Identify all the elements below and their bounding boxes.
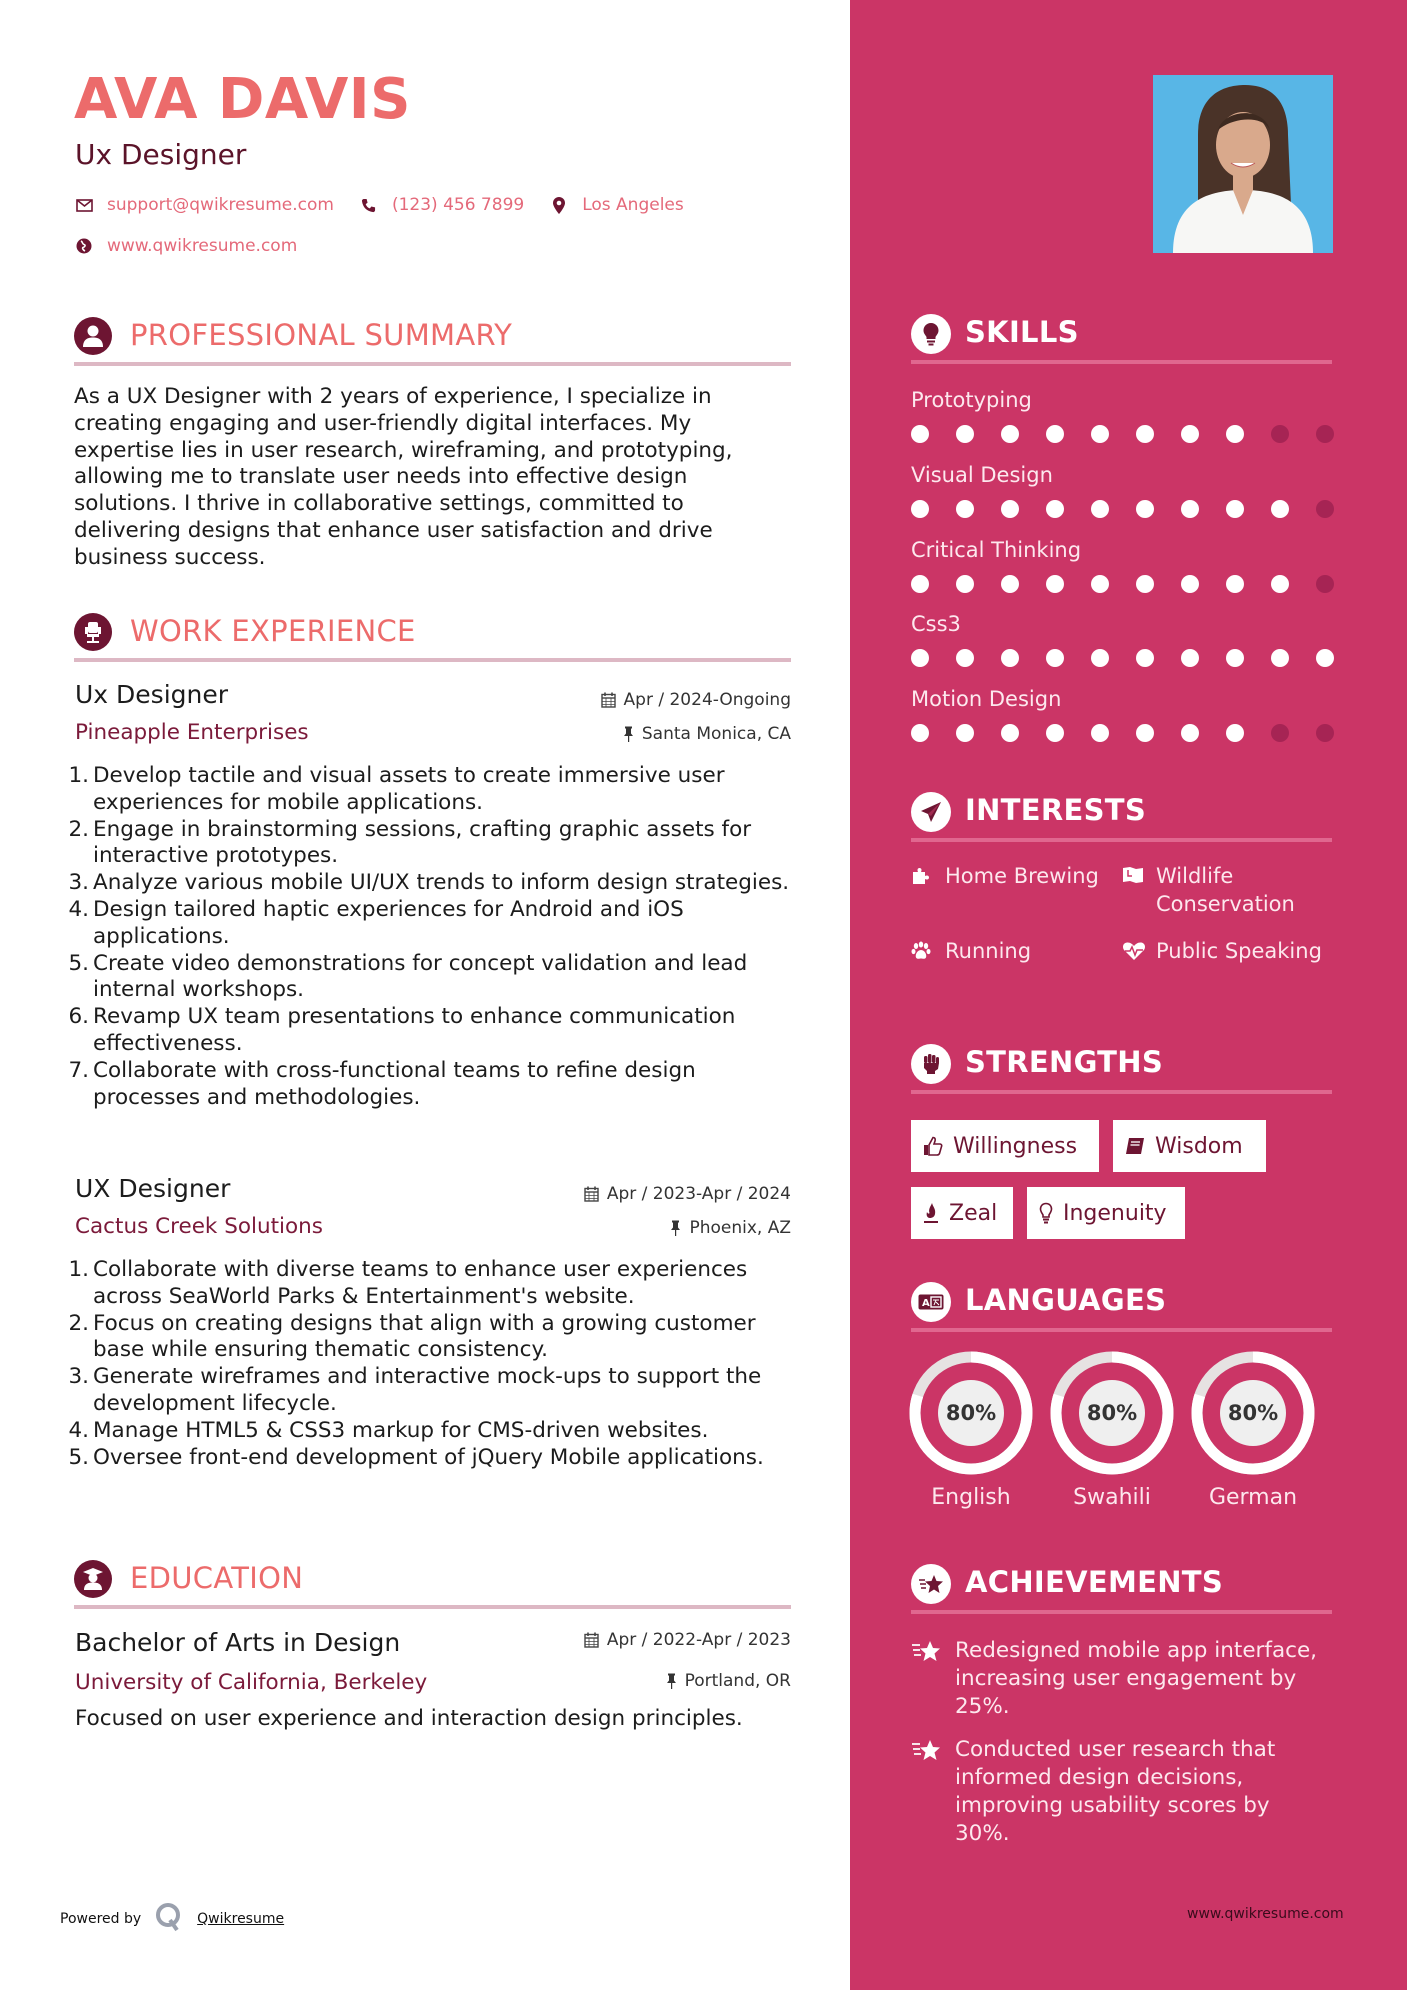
strength-label: Ingenuity [1063, 1200, 1167, 1226]
puzzle-icon [911, 862, 937, 893]
achievement-text: Redesigned mobile app interface, increasing user engagement by 25%. [955, 1638, 1318, 1719]
rating-dot-empty [1316, 500, 1334, 518]
rating-dot-filled [1046, 425, 1064, 443]
section-title: WORK EXPERIENCE [130, 614, 416, 648]
qwikresume-logo-icon [155, 1902, 183, 1936]
job-title: Ux Designer [75, 680, 229, 709]
rating-dot-filled [1046, 575, 1064, 593]
language-item [1050, 1351, 1174, 1510]
rating-dot-filled [1136, 425, 1154, 443]
rating-dot-filled [1316, 649, 1334, 667]
map-icon [1122, 862, 1148, 918]
section-title: EDUCATION [130, 1561, 304, 1595]
strength-tag [1027, 1187, 1185, 1239]
rating-dot-filled [1271, 575, 1289, 593]
bullet-item: 4. Manage HTML5 & CSS3 markup for CMS-driven websites. [68, 1417, 709, 1443]
job-location-text: Santa Monica, CA [641, 724, 791, 744]
rating-dot-filled [956, 425, 974, 443]
shooting-star-icon [911, 1736, 945, 1848]
section-title: SKILLS [965, 315, 1079, 349]
rating-dot-filled [1226, 724, 1244, 742]
rating-dot-filled [1091, 500, 1109, 518]
rating-dot-filled [1001, 425, 1019, 443]
candidate-role: Ux Designer [75, 138, 247, 171]
rating-dot-filled [1001, 575, 1019, 593]
achievement-text: Conducted user research that informed design decisions, improving usability scores by 30%. [955, 1737, 1276, 1846]
heartbeat-icon [1122, 937, 1148, 968]
skill-rating [911, 724, 1361, 742]
profile-photo [1153, 75, 1333, 253]
lightbulb-icon [911, 314, 951, 354]
language-item [909, 1351, 1033, 1510]
section-header-education [74, 1557, 791, 1609]
pushpin-icon [666, 1673, 677, 1689]
progress-ring [1191, 1351, 1315, 1475]
strength-tag [911, 1120, 1099, 1172]
language-percent: 80% [1086, 1401, 1138, 1425]
job-bullets [67, 763, 802, 1111]
language-percent: 80% [945, 1401, 997, 1425]
job-company: Cactus Creek Solutions [75, 1214, 324, 1239]
strength-label: Zeal [949, 1200, 998, 1226]
rating-dot-filled [1181, 500, 1199, 518]
job-date [601, 690, 791, 710]
bullet-item: 3. Analyze various mobile UI/UX trends to inform design strategies. [68, 870, 790, 896]
language-name: German [1208, 1485, 1298, 1510]
strength-label: Willingness [953, 1133, 1078, 1159]
strength-tag [911, 1187, 1013, 1239]
bullet-item: 4. Design tailored haptic experiences for Android and iOS applications. [68, 896, 684, 949]
calendar-icon [584, 1186, 599, 1202]
degree-title: Bachelor of Arts in Design [75, 1628, 401, 1657]
bullet-item: 6. Revamp UX team presentations to enhance communication effectiveness. [68, 1004, 736, 1056]
education-location [666, 1671, 791, 1691]
summary-text: As a UX Designer with 2 years of experience, I specialize in creating engaging and user-friendly digital interfaces. My expertise lies in user research, wireframing, and prototyping, allowing me to translate user needs into effective design solutions. I thrive in collaborative settings, committed to delivering designs that enhance user satisfaction and drive business success. [74, 384, 733, 570]
rating-dot-filled [1001, 724, 1019, 742]
education-location-text: Portland, OR [684, 1671, 791, 1691]
rating-dot-filled [956, 724, 974, 742]
globe-icon [75, 237, 93, 255]
user-icon [74, 317, 112, 355]
rating-dot-filled [956, 500, 974, 518]
job-bullets [67, 1257, 802, 1471]
section-header-strengths [911, 1042, 1332, 1094]
map-marker-icon [550, 196, 568, 214]
bullet-item: 5. Create video demonstrations for concept validation and lead internal workshops. [68, 950, 748, 1003]
rating-dot-filled [1226, 575, 1244, 593]
contact-row-website [75, 236, 323, 256]
rating-dot-filled [1181, 724, 1199, 742]
rating-dot-filled [1136, 724, 1154, 742]
job-date [584, 1184, 791, 1204]
rating-dot-filled [1136, 649, 1154, 667]
rating-dot-empty [1316, 575, 1334, 593]
location-text: Los Angeles [582, 195, 684, 215]
skill-name: Motion Design [911, 687, 1062, 711]
rating-dot-empty [1271, 724, 1289, 742]
skill-name: Critical Thinking [911, 538, 1082, 562]
calendar-icon [584, 1632, 599, 1648]
skill-rating [911, 425, 1361, 443]
rating-dot-empty [1316, 724, 1334, 742]
school-name: University of California, Berkeley [75, 1670, 428, 1695]
skill-rating [911, 500, 1361, 518]
fist-icon [911, 1044, 951, 1084]
rating-dot-filled [1091, 724, 1109, 742]
fire-icon [923, 1202, 939, 1224]
section-header-summary [74, 314, 791, 366]
rating-dot-empty [1316, 425, 1334, 443]
education-date [584, 1630, 791, 1650]
rating-dot-filled [1271, 649, 1289, 667]
interest-label: Home Brewing [945, 864, 1099, 888]
achievement-item [911, 1736, 1331, 1848]
powered-by [60, 1902, 284, 1936]
phone-text: (123) 456 7899 [391, 195, 525, 215]
section-header-achievements [911, 1562, 1332, 1614]
language-name: English [931, 1485, 1011, 1510]
svg-text:A: A [922, 1298, 930, 1309]
interest-item [1122, 937, 1337, 968]
job-location [623, 724, 791, 744]
paper-plane-icon [911, 792, 951, 832]
rating-dot-filled [1091, 649, 1109, 667]
rating-dot-filled [1181, 425, 1199, 443]
progress-ring [909, 1351, 1033, 1475]
rating-dot-filled [1091, 425, 1109, 443]
pushpin-icon [623, 726, 634, 742]
powered-by-label: Powered by [60, 1911, 142, 1927]
book-icon [1125, 1137, 1145, 1155]
skill-name: Prototyping [911, 388, 1032, 412]
rating-dot-filled [1271, 500, 1289, 518]
rating-dot-filled [911, 575, 929, 593]
rating-dot-filled [1226, 425, 1244, 443]
strength-tag [1113, 1120, 1266, 1172]
section-title: INTERESTS [965, 793, 1147, 827]
section-header-experience [74, 610, 791, 662]
education-date-text: Apr / 2022-Apr / 2023 [606, 1630, 791, 1650]
bullet-item: 2. Focus on creating designs that align with a growing customer base while ensuring thematic consistency. [68, 1310, 756, 1363]
section-title: ACHIEVEMENTS [965, 1565, 1224, 1599]
language-name: Swahili [1073, 1485, 1151, 1510]
rating-dot-filled [1181, 575, 1199, 593]
rating-dot-filled [1136, 500, 1154, 518]
skill-name: Css3 [911, 612, 961, 636]
rating-dot-filled [956, 575, 974, 593]
rating-dot-filled [1046, 724, 1064, 742]
interest-item [911, 937, 1111, 968]
envelope-icon [75, 196, 93, 214]
interest-item [911, 862, 1111, 893]
section-header-skills [911, 312, 1332, 364]
section-header-languages [911, 1280, 1332, 1332]
job-date-text: Apr / 2024-Ongoing [623, 690, 791, 710]
rating-dot-filled [1001, 500, 1019, 518]
translate-icon [911, 1282, 951, 1322]
calendar-icon [601, 692, 616, 708]
strength-label: Wisdom [1155, 1133, 1243, 1159]
website-link[interactable]: www.qwikresume.com [107, 236, 298, 256]
graduate-icon [74, 1560, 112, 1598]
skill-rating [911, 649, 1361, 667]
interest-label: Running [945, 939, 1032, 963]
bullet-item: 1. Collaborate with diverse teams to enhance user experiences across SeaWorld Parks & Entertainment's website. [68, 1257, 748, 1309]
interest-label: Wildlife Conservation [1156, 864, 1295, 916]
rating-dot-filled [1226, 649, 1244, 667]
lightbulb-icon [1039, 1202, 1053, 1224]
rating-dot-filled [911, 500, 929, 518]
rating-dot-filled [1001, 649, 1019, 667]
job-location [670, 1218, 791, 1238]
achievement-item [911, 1637, 1331, 1721]
office-chair-icon [74, 613, 112, 651]
rating-dot-empty [1271, 425, 1289, 443]
bullet-item: 7. Collaborate with cross-functional teams to refine design processes and methodologies. [68, 1057, 696, 1110]
rating-dot-filled [1181, 649, 1199, 667]
rating-dot-filled [1046, 500, 1064, 518]
bullet-item: 1. Develop tactile and visual assets to create immersive user experiences for mobile applications. [68, 763, 725, 815]
section-title: STRENGTHS [965, 1045, 1164, 1079]
rating-dot-filled [911, 425, 929, 443]
bullet-item: 3. Generate wireframes and interactive mock-ups to support the development lifecycle. [68, 1364, 762, 1416]
rating-dot-filled [956, 649, 974, 667]
shooting-star-icon [911, 1637, 945, 1721]
rating-dot-filled [1226, 500, 1244, 518]
skill-name: Visual Design [911, 463, 1053, 487]
rating-dot-filled [1136, 575, 1154, 593]
interest-label: Public Speaking [1156, 939, 1322, 963]
footer-website-link[interactable]: www.qwikresume.com [1187, 1906, 1344, 1922]
section-header-interests [911, 790, 1332, 842]
phone-icon [360, 196, 378, 214]
skill-rating [911, 575, 1361, 593]
shooting-star-icon [911, 1564, 951, 1604]
section-title: LANGUAGES [965, 1283, 1167, 1317]
education-description: Focused on user experience and interaction design principles. [75, 1706, 743, 1731]
language-item [1191, 1351, 1315, 1510]
qwikresume-link[interactable]: Qwikresume [197, 1911, 285, 1927]
rating-dot-filled [1091, 575, 1109, 593]
interest-item [1122, 862, 1337, 918]
job-location-text: Phoenix, AZ [689, 1218, 791, 1238]
rating-dot-filled [911, 649, 929, 667]
job-title: UX Designer [75, 1174, 231, 1203]
rating-dot-filled [911, 724, 929, 742]
email-link[interactable]: support@qwikresume.com [107, 195, 334, 215]
job-date-text: Apr / 2023-Apr / 2024 [606, 1184, 791, 1204]
bullet-item: 5. Oversee front-end development of jQuery Mobile applications. [68, 1444, 764, 1470]
paw-icon [911, 937, 937, 968]
language-percent: 80% [1227, 1401, 1279, 1425]
job-company: Pineapple Enterprises [75, 720, 309, 745]
candidate-name: AVA DAVIS [74, 67, 411, 132]
rating-dot-filled [1046, 649, 1064, 667]
thumbs-up-icon [923, 1136, 943, 1156]
contact-row [75, 195, 710, 215]
progress-ring [1050, 1351, 1174, 1475]
bullet-item: 2. Engage in brainstorming sessions, crafting graphic assets for interactive prototypes. [68, 816, 752, 869]
section-title: PROFESSIONAL SUMMARY [130, 318, 513, 352]
pushpin-icon [670, 1220, 681, 1236]
